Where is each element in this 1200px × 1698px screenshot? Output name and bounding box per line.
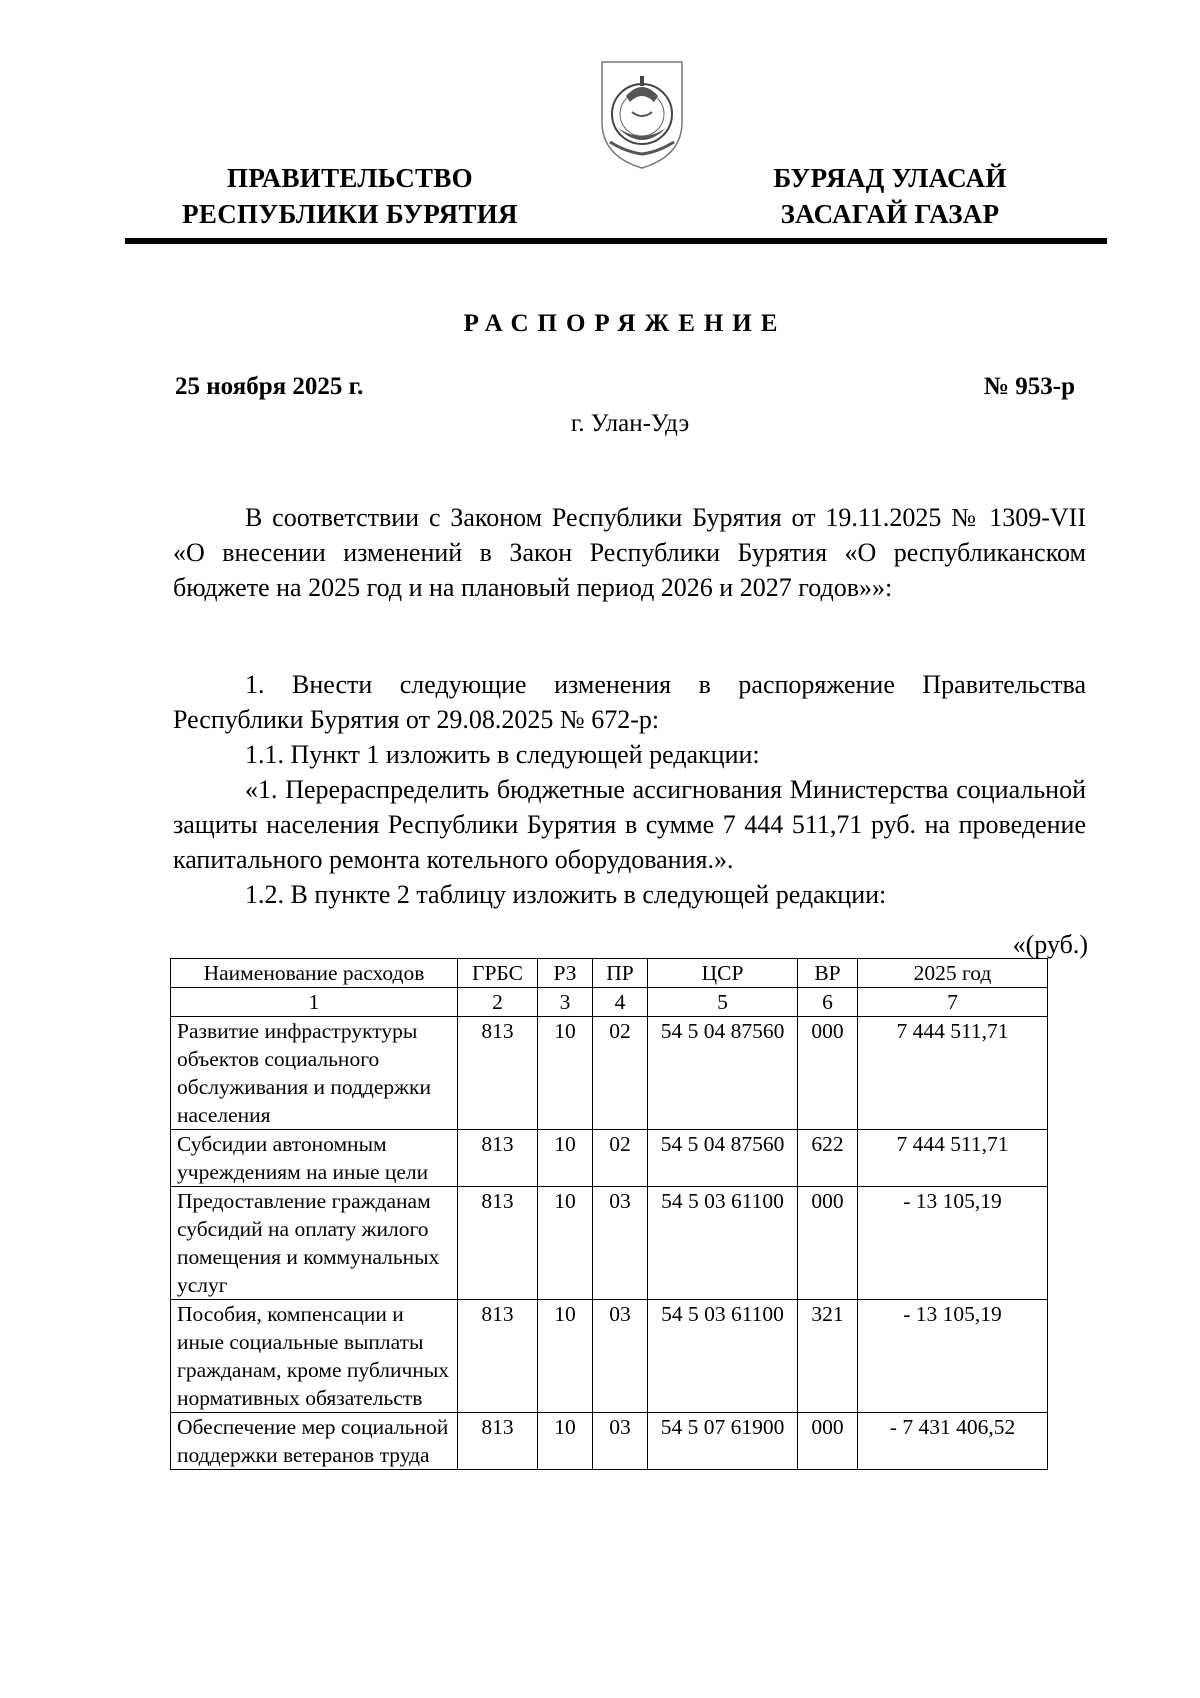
document-number: № 953-р xyxy=(983,373,1075,400)
amount-cell: - 13 105,19 xyxy=(858,1300,1048,1413)
grbs-cell: 813 xyxy=(458,1300,538,1413)
vr-cell: 321 xyxy=(798,1300,858,1413)
budget-table xyxy=(170,958,1048,1470)
pr-cell: 02 xyxy=(593,1017,648,1130)
header-right-line-1: БУРЯАД УЛАСАЙ xyxy=(773,163,1007,193)
pr-cell: 02 xyxy=(593,1130,648,1187)
pr-cell: 03 xyxy=(593,1187,648,1300)
csr-cell: 54 5 04 87560 xyxy=(648,1017,798,1130)
pr-cell: 03 xyxy=(593,1300,648,1413)
paragraph-1: 1. Внести следующие изменения в распоряжение Правительства Республики Бурятия от 29.08.2025 № 672-р: xyxy=(173,670,1086,734)
colnum-cell: 6 xyxy=(798,988,858,1017)
csr-cell: 54 5 03 61100 xyxy=(648,1300,798,1413)
csr-cell: 54 5 03 61100 xyxy=(648,1187,798,1300)
pr-cell: 03 xyxy=(593,1413,648,1470)
amount-cell: - 13 105,19 xyxy=(858,1187,1048,1300)
grbs-cell: 813 xyxy=(458,1187,538,1300)
vr-cell: 000 xyxy=(798,1413,858,1470)
document-city: г. Улан-Удэ xyxy=(570,410,690,437)
paragraph-1-1-text: «1. Перераспределить бюджетные ассигнования Министерства социальной защиты населения Республики Бурятия в сумме 7 444 511,71 руб. на проведение капитального ремонта котельного оборудования.». xyxy=(173,775,1086,874)
vr-cell: 000 xyxy=(798,1187,858,1300)
csr-cell: 54 5 04 87560 xyxy=(648,1130,798,1187)
header-cell: ВР xyxy=(798,959,858,988)
row-name-cell: Предоставление гражданам субсидий на оплату жилого помещения и коммунальных услуг xyxy=(171,1187,458,1300)
row-name-cell: Развитие инфраструктуры объектов социального обслуживания и поддержки населения xyxy=(171,1017,458,1130)
colnum-cell: 1 xyxy=(171,988,458,1017)
paragraph-1-2: 1.2. В пункте 2 таблицу изложить в следующей редакции: xyxy=(245,880,887,909)
rz-cell: 10 xyxy=(538,1017,593,1130)
header-cell: ЦСР xyxy=(648,959,798,988)
colnum-cell: 3 xyxy=(538,988,593,1017)
document-type: РАСПОРЯЖЕНИЕ xyxy=(463,310,787,337)
body-paragraphs xyxy=(173,667,1086,912)
grbs-cell: 813 xyxy=(458,1017,538,1130)
paragraph-1-1: 1.1. Пункт 1 изложить в следующей редакции: xyxy=(245,740,760,769)
vr-cell: 622 xyxy=(798,1130,858,1187)
rz-cell: 10 xyxy=(538,1300,593,1413)
header-left-line-1: ПРАВИТЕЛЬСТВО xyxy=(227,163,473,193)
colnum-cell: 4 xyxy=(593,988,648,1017)
row-name-cell: Пособия, компенсации и иные социальные выплаты гражданам, кроме публичных нормативных обязательств xyxy=(171,1300,458,1413)
header-right-line-2: ЗАСАГАЙ ГАЗАР xyxy=(780,199,1000,229)
header-cell: Наименование расходов xyxy=(171,959,458,988)
header-right xyxy=(720,160,1060,232)
rz-cell: 10 xyxy=(538,1187,593,1300)
table-colnum-row xyxy=(171,988,1048,1017)
header-left xyxy=(160,160,540,232)
csr-cell: 54 5 07 61900 xyxy=(648,1413,798,1470)
document-date: 25 ноября 2025 г. xyxy=(175,373,364,400)
header-divider xyxy=(125,238,1107,244)
table-row xyxy=(171,1017,1048,1130)
table-row xyxy=(171,1413,1048,1470)
row-name-cell: Субсидии автономным учреждениям на иные цели xyxy=(171,1130,458,1187)
row-name-cell: Обеспечение мер социальной поддержки ветеранов труда xyxy=(171,1413,458,1470)
table-header-row xyxy=(171,959,1048,988)
header-cell: ГРБС xyxy=(458,959,538,988)
vr-cell: 000 xyxy=(798,1017,858,1130)
table-row xyxy=(171,1130,1048,1187)
colnum-cell: 2 xyxy=(458,988,538,1017)
header-cell: ПР xyxy=(593,959,648,988)
table-row xyxy=(171,1187,1048,1300)
coat-of-arms-icon xyxy=(596,56,688,172)
amount-cell: 7 444 511,71 xyxy=(858,1017,1048,1130)
header-cell: РЗ xyxy=(538,959,593,988)
amount-cell: - 7 431 406,52 xyxy=(858,1413,1048,1470)
header-cell: 2025 год xyxy=(858,959,1048,988)
rz-cell: 10 xyxy=(538,1413,593,1470)
table-unit: «(руб.) xyxy=(1012,930,1088,959)
preamble-paragraph: В соответствии с Законом Республики Бурятия от 19.11.2025 № 1309-VII «О внесении изменений в Закон Республики Бурятия «О республиканском бюджете на 2025 год и на плановый период 2026 и 2027 годов»»: xyxy=(173,503,1086,602)
grbs-cell: 813 xyxy=(458,1130,538,1187)
amount-cell: 7 444 511,71 xyxy=(858,1130,1048,1187)
colnum-cell: 5 xyxy=(648,988,798,1017)
rz-cell: 10 xyxy=(538,1130,593,1187)
colnum-cell: 7 xyxy=(858,988,1048,1017)
grbs-cell: 813 xyxy=(458,1413,538,1470)
table-row xyxy=(171,1300,1048,1413)
header-left-line-2: РЕСПУБЛИКИ БУРЯТИЯ xyxy=(182,199,518,229)
